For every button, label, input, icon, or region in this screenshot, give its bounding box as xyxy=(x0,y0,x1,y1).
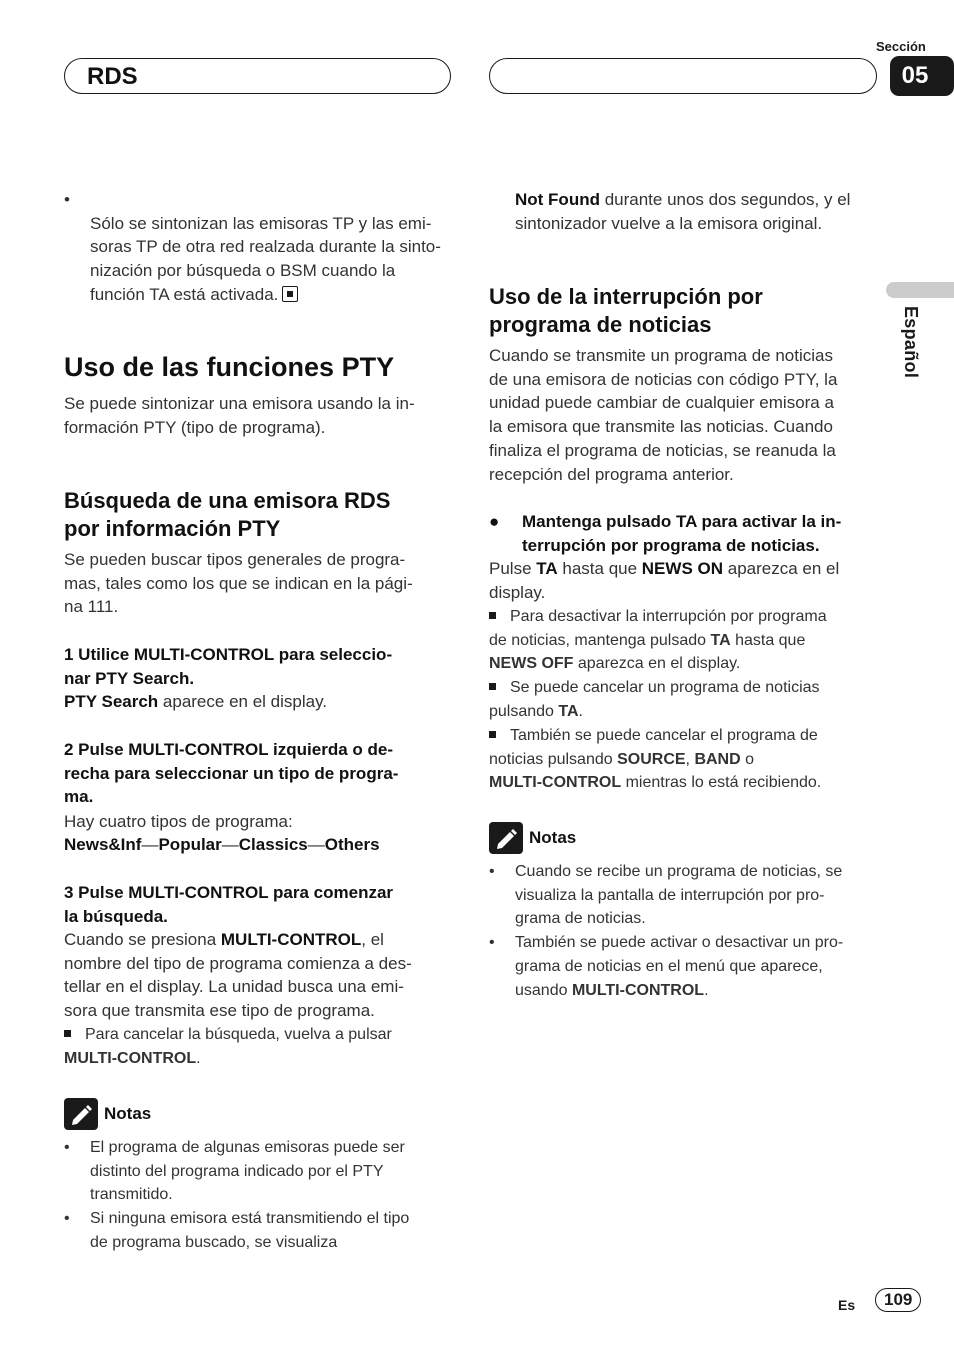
square-bullet-icon xyxy=(64,1030,71,1037)
step-3-heading: 3 Pulse MULTI-CONTROL para comenzar la búsqueda. xyxy=(64,883,394,926)
list-item: • Si ninguna emisora está transmitiendo el tipo de programa buscado, se visualiza xyxy=(64,1210,410,1251)
notes-pencil-icon xyxy=(489,822,523,854)
action-bullet-icon: ● xyxy=(489,512,500,531)
side-language: Español xyxy=(901,306,921,379)
square-bullet-icon xyxy=(489,612,496,619)
step-1-text: PTY Search aparece en el display. xyxy=(64,692,328,711)
footer-language: Es xyxy=(838,1297,856,1313)
heading-news-interrupt: Uso de la interrupción por programa de noticias xyxy=(489,284,763,337)
notes-pencil-icon xyxy=(64,1098,98,1130)
action-text: Pulse TA hasta que NEWS ON aparezca en el display. xyxy=(489,559,840,602)
step-2-heading: 2 Pulse MULTI-CONTROL izquierda o de- recha para seleccionar un tipo de progra- ma. xyxy=(64,740,399,807)
list-item: • El programa de algunas emisoras puede ser distinto del programa indicado por el PTY transmitido. xyxy=(64,1139,405,1204)
notes-header-right: Notas xyxy=(489,822,576,854)
page-title: RDS xyxy=(87,63,138,90)
pty-types: News&Inf—Popular—Classics—Others xyxy=(64,835,380,854)
action-note-3: También se puede cancelar el programa de noticias pulsando SOURCE, BAND o MULTI-CONTROL mientras lo está recibiendo. xyxy=(489,727,822,792)
section-number-badge xyxy=(890,56,954,96)
empty-pill xyxy=(489,58,877,94)
section-number: 05 xyxy=(901,62,929,89)
page-number: 109 xyxy=(875,1288,921,1312)
list-item: • Cuando se recibe un programa de noticias, se visualiza la pantalla de interrupción por pro- grama de noticias. xyxy=(489,863,843,928)
heading-pty: Uso de las funciones PTY xyxy=(64,352,395,382)
notes-header-left: Notas xyxy=(64,1098,151,1130)
left-column xyxy=(64,188,454,307)
intro-bullet: • Sólo se sintonizan las emisoras TP y las emi- soras TP de otra red realzada durante la sinto- nización por búsqueda o BSM cuando la función TA está activada. xyxy=(64,190,441,304)
notes-list-left xyxy=(64,1136,454,1255)
pty-search-intro: Se pueden buscar tipos generales de progra- mas, tales como los que se indican en la pági- na 111. xyxy=(64,550,413,617)
news-interrupt-intro: Cuando se transmite un programa de noticias de una emisora de noticias con código PTY, la unidad puede cambiar de cualquier emisora a la emisora que transmite las noticias. Cuando finaliza el programa de noticias, se reanuda la recepción del programa anterior. xyxy=(489,346,838,484)
title-pill xyxy=(64,58,451,94)
list-item: • También se puede activar o desactivar un pro- grama de noticias en el menú que aparece, usando MULTI-CONTROL. xyxy=(489,934,844,999)
section-label: Sección xyxy=(876,39,926,54)
square-bullet-icon xyxy=(489,731,496,738)
action-note-2: Se puede cancelar un programa de noticias pulsando TA. xyxy=(489,679,820,720)
action-note-1: Para desactivar la interrupción por programa de noticias, mantenga pulsado TA hasta que NEWS OFF aparezca en el display. xyxy=(489,608,827,673)
right-continuation: Not Found durante unos dos segundos, y el sintonizador vuelve a la emisora original. xyxy=(515,190,851,233)
step-2-text: Hay cuatro tipos de programa: xyxy=(64,812,293,831)
pty-intro: Se puede sintonizar una emisora usando la in- formación PTY (tipo de programa). xyxy=(64,394,415,437)
heading-pty-search: Búsqueda de una emisora RDS por información PTY xyxy=(64,488,391,541)
square-bullet-icon xyxy=(489,683,496,690)
step-3-note: Para cancelar la búsqueda, vuelva a pulsar MULTI-CONTROL. xyxy=(64,1026,392,1067)
action-heading: ● Mantenga pulsado TA para activar la in- terrupción por programa de noticias. xyxy=(489,512,842,555)
notes-list-right xyxy=(489,860,881,1002)
end-mark-icon xyxy=(282,286,298,302)
step-3-text: Cuando se presiona MULTI-CONTROL, el nombre del tipo de programa comienza a des- tellar en el display. La unidad busca una emi- sora que transmita ese tipo de programa. xyxy=(64,930,412,1021)
side-tab xyxy=(886,282,954,298)
step-1-heading: 1 Utilice MULTI-CONTROL para seleccio- nar PTY Search. xyxy=(64,645,393,688)
